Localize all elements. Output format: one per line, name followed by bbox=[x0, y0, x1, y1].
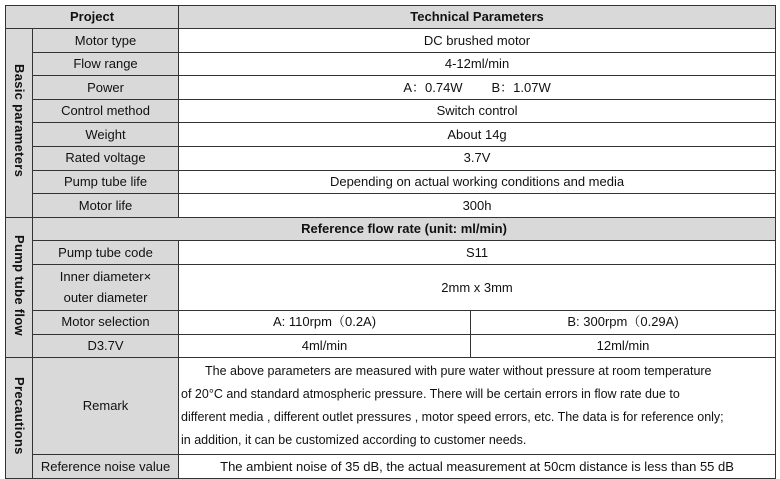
row-label: Control method bbox=[33, 99, 179, 123]
remark-line: different media , different outlet pressures , motor speed errors, etc. The data is for reference only; bbox=[181, 410, 724, 425]
row-label: Motor type bbox=[33, 29, 179, 53]
table-row bbox=[6, 358, 776, 455]
row-value: 300h bbox=[179, 194, 776, 218]
flow-b-value: 12ml/min bbox=[471, 334, 776, 358]
row-label: Weight bbox=[33, 123, 179, 147]
noise-value: The ambient noise of 35 dB, the actual measurement at 50cm distance is less than 55 dB bbox=[179, 455, 776, 479]
diameter-label bbox=[33, 264, 179, 310]
row-label: Pump tube life bbox=[33, 170, 179, 194]
table-row bbox=[6, 146, 776, 170]
row-label: Pump tube code bbox=[33, 241, 179, 265]
row-value: S11 bbox=[179, 241, 776, 265]
table-row bbox=[6, 264, 776, 310]
remark-line: of 20°C and standard atmospheric pressure. There will be certain errors in flow rate due to bbox=[181, 387, 680, 402]
remark-line: The above parameters are measured with pure water without pressure at room temperature bbox=[205, 364, 712, 379]
row-label: Power bbox=[33, 76, 179, 100]
row-label: Motor selection bbox=[33, 310, 179, 334]
row-label: Motor life bbox=[33, 194, 179, 218]
table-row bbox=[6, 334, 776, 358]
motor-b-value: B: 300rpm（0.29A) bbox=[471, 310, 776, 334]
table-row bbox=[6, 241, 776, 265]
row-value: DC brushed motor bbox=[179, 29, 776, 53]
row-value: 3.7V bbox=[179, 146, 776, 170]
flow-a-value: 4ml/min bbox=[179, 334, 471, 358]
technical-parameters-header: Technical Parameters bbox=[179, 6, 776, 29]
noise-label: Reference noise value bbox=[33, 455, 179, 479]
row-value: Depending on actual working conditions and media bbox=[179, 170, 776, 194]
remark-text bbox=[179, 358, 776, 455]
precautions-section: Precautions bbox=[6, 358, 33, 479]
row-value: 2mm x 3mm bbox=[179, 264, 776, 310]
project-header: Project bbox=[6, 6, 179, 29]
row-value: About 14g bbox=[179, 123, 776, 147]
table-header-row bbox=[6, 6, 776, 29]
diameter-label-line2: outer diameter bbox=[63, 290, 148, 306]
table-row bbox=[6, 123, 776, 147]
remark-line: in addition, it can be customized according to customer needs. bbox=[181, 433, 527, 448]
basic-parameters-section: Basic parameters bbox=[6, 29, 33, 218]
table-row bbox=[6, 76, 776, 100]
row-value: Switch control bbox=[179, 99, 776, 123]
motor-a-value: A: 110rpm（0.2A) bbox=[179, 310, 471, 334]
row-label: Flow range bbox=[33, 52, 179, 76]
row-label: Rated voltage bbox=[33, 146, 179, 170]
table-row bbox=[6, 99, 776, 123]
pump-tube-flow-section: Pump tube flow bbox=[6, 217, 33, 357]
diameter-label-line1: Inner diameter× bbox=[59, 269, 152, 285]
table-row bbox=[6, 455, 776, 479]
row-value: A：0.74W B：1.07W bbox=[179, 76, 776, 100]
remark-label: Remark bbox=[33, 358, 179, 455]
table-row bbox=[6, 217, 776, 241]
row-value: 4-12ml/min bbox=[179, 52, 776, 76]
table-row bbox=[6, 310, 776, 334]
technical-parameters-table bbox=[5, 5, 776, 479]
table-row bbox=[6, 29, 776, 53]
table-row bbox=[6, 170, 776, 194]
table-row bbox=[6, 52, 776, 76]
row-label: D3.7V bbox=[33, 334, 179, 358]
table-row bbox=[6, 194, 776, 218]
reference-flow-rate-title: Reference flow rate (unit: ml/min) bbox=[33, 217, 776, 241]
